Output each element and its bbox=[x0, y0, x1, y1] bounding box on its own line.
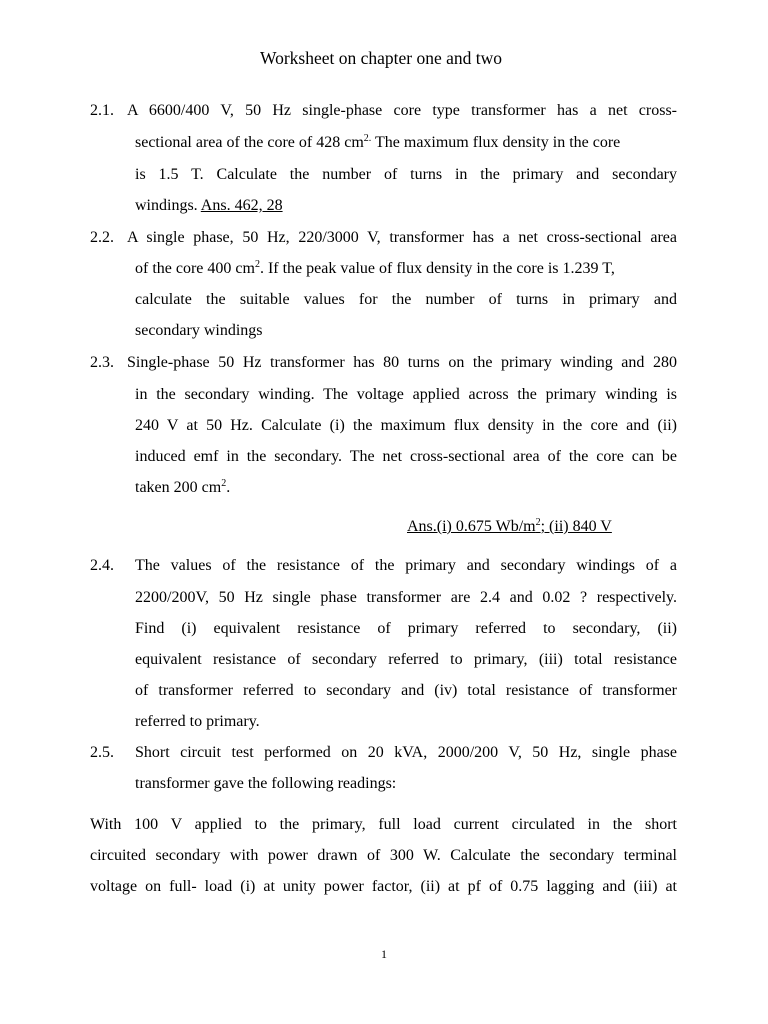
question-text-line: windings. Ans. 462, 28 bbox=[135, 197, 283, 214]
question-text-line: induced emf in the secondary. The net cross-sectional area of the core can be bbox=[135, 448, 677, 465]
question-text-line: 240 V at 50 Hz. Calculate (i) the maximum flux density in the core and (ii) bbox=[135, 417, 677, 434]
question-text-line: is 1.5 T. Calculate the number of turns in the primary and secondary bbox=[135, 166, 677, 183]
answer: Ans.(i) 0.675 $Wb/m^2$; (ii) 840 V bbox=[407, 517, 612, 535]
question-text-line: of transformer referred to secondary and (iv) total resistance of transformer bbox=[135, 682, 677, 699]
page-number: 1 bbox=[381, 947, 387, 961]
question-text-line: calculate the suitable values for the number of turns in primary and bbox=[135, 291, 677, 308]
question-number: 2.3. bbox=[90, 354, 114, 371]
paragraph-line: voltage on full- load (i) at unity power factor, (ii) at pf of 0.75 lagging and (iii) at bbox=[90, 878, 677, 895]
page-title: Worksheet on chapter one and two bbox=[259, 48, 503, 68]
question-number: 2.1. bbox=[90, 102, 114, 119]
question-number: 2.4. bbox=[90, 557, 114, 574]
question-text-line: of the core 400 $cm^2$. If the peak value of flux density in the core is 1.239 T, bbox=[135, 259, 615, 277]
question-text-line: taken 200 $cm^2$. bbox=[135, 478, 231, 496]
question-text-line: A 6600/400 V, 50 Hz single-phase core type transformer has a net cross- bbox=[127, 102, 677, 119]
question-text-line: secondary windings bbox=[135, 322, 263, 339]
question-text-line: A single phase, 50 Hz, 220/3000 V, transformer has a net cross-sectional area bbox=[127, 229, 677, 246]
question-number: 2.2. bbox=[90, 229, 114, 246]
question-text-line: The values of the resistance of the primary and secondary windings of a bbox=[135, 557, 677, 574]
answer: Ans. 462, 28 bbox=[200, 197, 283, 214]
question-text-line: 2200/200V, 50 Hz single phase transformer are 2.4 and 0.02 ? respectively. bbox=[135, 589, 677, 606]
question-text-line: Single-phase 50 Hz transformer has 80 turns on the primary winding and 280 bbox=[127, 354, 677, 371]
question-number: 2.5. bbox=[90, 744, 114, 761]
question-text-line: equivalent resistance of secondary referred to primary, (iii) total resistance bbox=[135, 651, 677, 668]
question-text-line: transformer gave the following readings: bbox=[135, 775, 397, 792]
question-text-line: sectional area of the core of 428 $cm^{2.}$ The maximum flux density in the core bbox=[135, 133, 621, 151]
paragraph-line: circuited secondary with power drawn of 300 W. Calculate the secondary terminal bbox=[90, 847, 677, 864]
question-text-line: in the secondary winding. The voltage applied across the primary winding is bbox=[135, 386, 677, 403]
question-text-line: referred to primary. bbox=[135, 713, 260, 730]
paragraph-line: With 100 V applied to the primary, full load current circulated in the short bbox=[90, 816, 677, 833]
question-text-line: Find (i) equivalent resistance of primary referred to secondary, (ii) bbox=[135, 620, 677, 637]
question-text-line: Short circuit test performed on 20 kVA, 2000/200 V, 50 Hz, single phase bbox=[135, 744, 677, 761]
